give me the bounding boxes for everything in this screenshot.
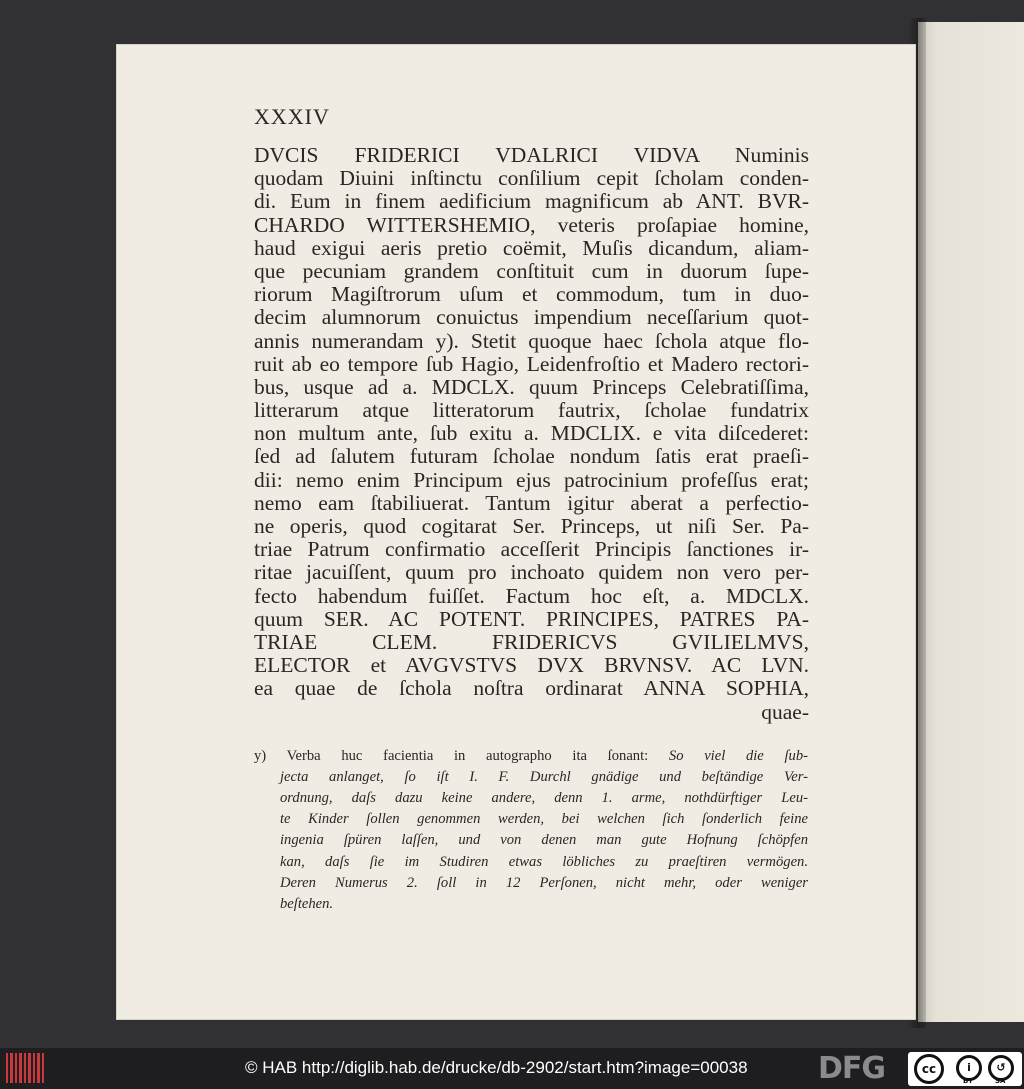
- footnote-lines: [254, 767, 809, 915]
- dfg-logo[interactable]: DFG: [818, 1051, 886, 1086]
- text-line: ELECTOR et AVGVSTVS DVX BRVNSV. AC LVN.: [254, 653, 809, 678]
- text-line: di. Eum in finem aedificium magnificum ab ANT. BVR-: [254, 189, 809, 214]
- text-line: ſed ad ſalutem futuram ſcholae nondum ſatis erat praeſi-: [254, 444, 809, 469]
- share-alike-icon: ↺: [988, 1055, 1014, 1081]
- text-line: triae Patrum confirmatio acceſſerit Principis ſanctiones ir-: [254, 537, 809, 562]
- text-line: fecto habendum fuiſſet. Factum hoc eſt, a. MDCLX.: [254, 583, 809, 608]
- hab-barcode-icon[interactable]: [6, 1053, 44, 1083]
- text-line: quae-: [761, 699, 809, 724]
- text-line: ruit ab eo tempore ſub Hagio, Leidenfroſtio et Madero rectori-: [254, 351, 809, 376]
- text-line: ne operis, quod cogitarat Ser. Princeps, ut niſi Ser. Pa-: [254, 514, 809, 538]
- footnote: [254, 746, 809, 916]
- footnote-line: ingenia ſpüren laſſen, und von denen man gute Hofnung ſchöpfen: [280, 832, 808, 849]
- body-text: [254, 144, 809, 724]
- page-text-block: [254, 104, 809, 915]
- footnote-line-italic: So viel die ſub-: [668, 747, 808, 764]
- text-line: decim alumnorum conuictus impendium neceſſarium quot-: [254, 305, 809, 330]
- footnote-line: te Kinder ſollen genommen werden, bei welchen ſich ſonderlich feine: [280, 811, 808, 828]
- cc-icon: cc: [914, 1054, 944, 1084]
- text-line: riorum Magiſtrorum uſum et commodum, tum in duo-: [254, 282, 809, 307]
- text-line: TRIAE CLEM. FRIDERICVS GVILIELMVS,: [254, 629, 809, 654]
- book-page: [116, 44, 916, 1020]
- sa-label: SA: [995, 1077, 1006, 1085]
- text-line: non multum ante, ſub exitu a. MDCLIX. e vita diſcederet:: [254, 421, 809, 446]
- text-line: haud exigui aeris pretio coëmit, Muſis dicandum, aliam-: [254, 235, 809, 260]
- text-line: bus, usque ad a. MDCLX. quum Princeps Celebratiſſima,: [254, 374, 809, 399]
- footnote-line: beſtehen.: [280, 896, 334, 912]
- text-line: CHARDO WITTERSHEMIO, veteris proſapiae homine,: [254, 212, 809, 237]
- text-line: ritae jacuiſſent, quum pro inchoato quidem non vero per-: [254, 560, 809, 585]
- footnote-line: ordnung, daſs dazu keine andere, denn 1. arme, nothdürftiger Leu-: [280, 790, 808, 807]
- page-number: XXXIV: [254, 104, 330, 129]
- footnote-line: [254, 746, 808, 767]
- footnote-line: kan, daſs ſie im Studiren etwas löbliches zu praeſtiren vermögen.: [280, 853, 808, 870]
- text-line: quum SER. AC POTENT. PRINCIPES, PATRES PA-: [254, 606, 809, 631]
- cc-license-badge[interactable]: [908, 1052, 1022, 1086]
- viewer-footer-bar: [0, 1048, 1024, 1089]
- by-attribution-icon: i: [956, 1055, 982, 1081]
- footnote-line: jecta anlanget, ſo iſt I. F. Durchl gnädige und beſtändige Ver-: [280, 768, 808, 785]
- text-line: ea quae de ſchola noſtra ordinarat ANNA SOPHIA,: [254, 676, 809, 701]
- text-line: dii: nemo enim Principum ejus patrocinium profeſſus erat;: [254, 467, 809, 492]
- footnote-line: Deren Numerus 2. ſoll in 12 Perſonen, nicht mehr, oder weniger: [280, 874, 808, 891]
- text-line: quodam Diuini inſtinctu conſilium cepit ſcholam conden-: [254, 166, 809, 191]
- text-line: que pecuniam grandem conſtituit cum in duorum ſupe-: [254, 258, 809, 283]
- footnote-line-plain: y) Verba huc facientia in autographo ita ſonant:: [254, 747, 669, 764]
- text-line: litterarum atque litteratorum fautrix, ſcholae fundatrix: [254, 398, 809, 423]
- text-line: DVCIS FRIDERICI VDALRICI VIDVA Numinis: [254, 143, 809, 167]
- adjacent-page: [918, 22, 1024, 1022]
- text-line: nemo eam ſtabiliuerat. Tantum igitur aberat a perfectio-: [254, 490, 809, 515]
- text-line: annis numerandam y). Stetit quoque haec ſchola atque flo-: [254, 328, 809, 353]
- by-label: BY: [963, 1077, 974, 1085]
- copyright-url[interactable]: © HAB http://diglib.hab.de/drucke/db-2902/start.htm?image=00038: [245, 1058, 748, 1077]
